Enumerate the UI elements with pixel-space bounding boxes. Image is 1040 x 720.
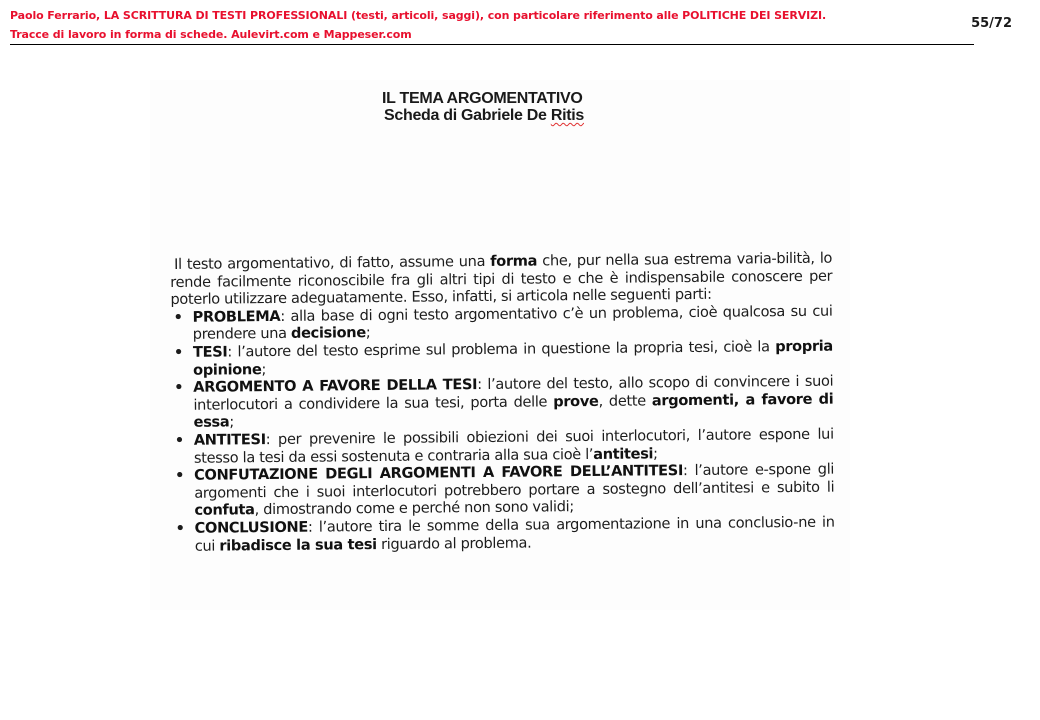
part-term: ANTITESI [193,431,266,449]
part-bold: argomenti, a favore di essa [193,390,834,432]
intro-paragraph [170,250,832,309]
document-body [170,250,835,555]
document-title: IL TEMA ARGOMENTATIVO [382,90,583,107]
bullet-icon: • [174,431,184,449]
part-text: ; [653,444,658,462]
page-header [10,6,974,45]
part-term: CONCLUSIONE [194,518,309,537]
bullet-icon: • [175,467,185,485]
list-item-conclusione [173,514,835,556]
part-text: : l’autore tira le somme della sua argomentazione in una conclusio-ne in cui [194,513,835,555]
part-text: ; [229,413,234,431]
author-surname-spellcheck: Ritis [550,107,584,124]
part-bold: confuta [194,501,255,520]
part-bold: decisione [290,324,366,343]
part-term: ARGOMENTO A FAVORE DELLA TESI [193,376,478,396]
part-bold: propria opinione [193,337,833,379]
part-text: ; [365,324,371,342]
part-text: : per prevenire le possibili obiezioni dei suoi interlocutori, l’autore espone lui stesso la tesi da essi sostenuta e contraria alla sua cioè l’ [193,425,834,467]
part-term: TESI [192,343,228,361]
part-text: , dimostrando come e perché non sono validi; [254,498,574,519]
intro-text-1: Il testo argomentativo, di fatto, assume una [173,252,491,273]
part-text: : l’autore e-spone gli argomenti che i suoi interlocutori potrebbero portare a sostegno dell’antitesi e subito li [194,460,835,502]
bullet-icon: • [173,308,183,326]
intro-bold-forma: forma [490,252,538,270]
part-text: : l’autore del testo esprime sul problema in questione la propria tesi, cioè la [227,338,776,361]
list-item-confutazione [172,461,834,520]
page-number: 55/72 [971,16,1012,31]
part-bold: prove [553,392,599,411]
part-bold: antitesi [593,444,654,463]
part-text: : l’autore del testo, allo scopo di convincere i suoi interlocutori a condividere la sua tesi, porta delle [193,372,834,414]
parts-list [171,302,835,555]
bullet-icon: • [174,379,184,397]
list-item-argomento [171,373,833,432]
intro-text-2: che, pur nella sua estrema varia-bilità, lo rende facilmente riconoscibile fra gli altri tipi di testo e che è indispensabile conoscere per poterlo utilizzare adeguatamente. Esso, infatti, si articola nelle seguenti parti: [170,249,833,309]
part-text: , dette [598,392,652,410]
header-title-line: Paolo Ferrario, LA SCRITTURA DI TESTI PROFESSIONALI (testi, articoli, saggi), con particolare riferimento alle POLITICHE DEI SERVIZI. [10,9,827,22]
part-text: : alla base di ogni testo argomentativo c’è un problema, cioè qualcosa su cui prendere una [192,302,833,344]
document-subtitle [384,107,584,124]
bullet-icon: • [175,519,185,537]
part-bold: ribadisce la sua tesi [219,535,377,555]
header-subtitle-line: Tracce di lavoro in forma di schede. Aulevirt.com e Mappeser.com [10,28,412,41]
part-text: riguardo al problema. [376,534,532,553]
part-text: ; [261,360,267,378]
part-term: PROBLEMA [192,307,281,326]
subtitle-prefix: Scheda di Gabriele De [384,107,551,124]
part-term: CONFUTAZIONE DEGLI ARGOMENTI A FAVORE DELL’ANTITESI [194,462,684,484]
scanned-document-image [150,80,850,610]
bullet-icon: • [173,343,183,361]
